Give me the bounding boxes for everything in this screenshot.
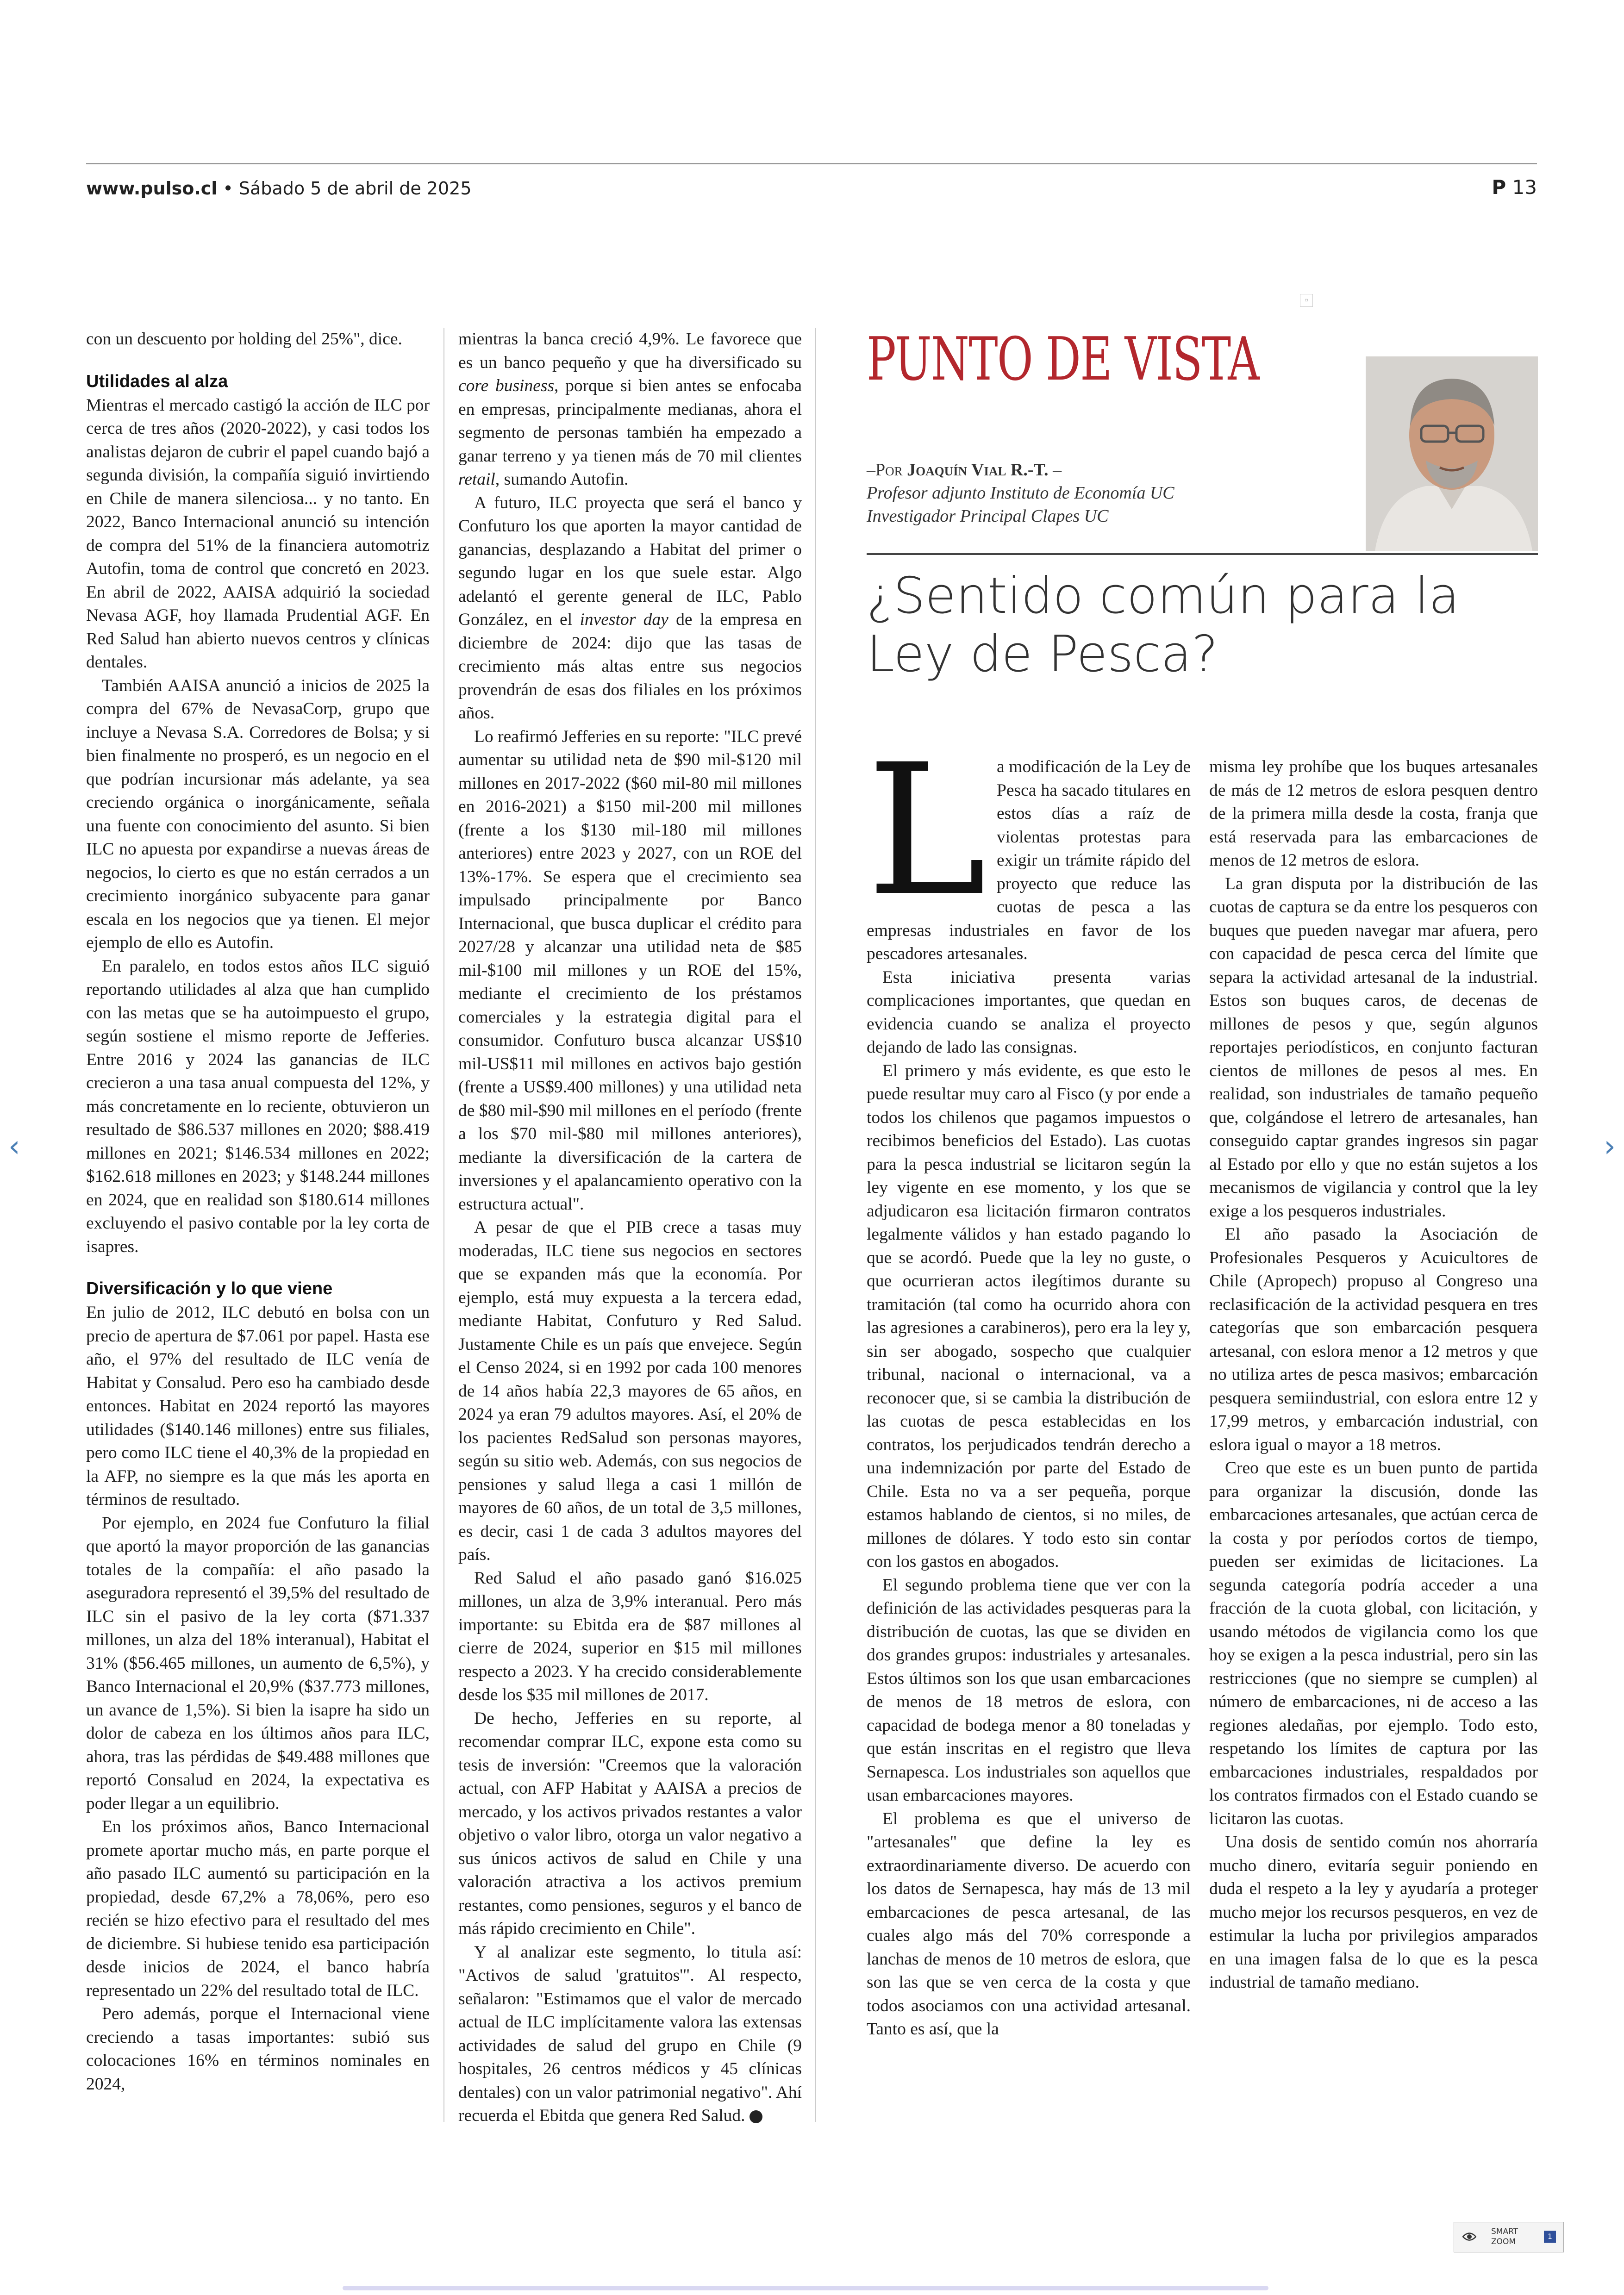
author-name: Joaquín Vial R.-T. [907, 460, 1049, 480]
article-column-1 [86, 328, 430, 2096]
section-heading: Diversificación y lo que viene [86, 1279, 333, 1298]
opinion-column-2 [1209, 755, 1538, 1995]
clip-icon[interactable]: ▫ [1300, 294, 1313, 307]
paragraph: con un descuento por holding del 25%", dice. [86, 330, 402, 349]
paragraph: El problema es que el universo de "artesanales" que define la ley es extraordinariamente diverso. De acuerdo con los datos de Sernapesca, hay más de 13 mil embarcaciones de pesca artesanal, de las cuales algo más del 70% corresponde a lanchas de menos de 10 metros de eslora, que son las que se ven cerca de la costa y que todos asociamos con una actividad artesanal. Tanto es así, que la [867, 1809, 1191, 2039]
column-divider [443, 328, 444, 2122]
paragraph: A futuro, ILC proyecta que será el banco y Confuturo los que aporten la mayor cantidad de ganancias, desplazando a Habitat del primer o segundo lugar en los que suele estar. Algo adelantó el gerente general de ILC, Pablo González, en el investor day de la empresa en diciembre de 2024: dijo que las tasas de crecimiento más altas entre sus negocios provendrán de esas dos filiales en los próximos años. [458, 493, 802, 723]
paragraph: El año pasado la Asociación de Profesionales Pesqueros y Acuicultores de Chile (Apropech) propuso al Congreso una reclasificación de la actividad pesquera en tres categorías que son embarcación pesquera artesanal, con eslora menor a 12 metros y que no utiliza artes de pesca masivos; embarcación pesquera semiindustrial, con eslora entre 12 y 17,99 metros, y embarcación industrial, con eslora igual o mayor a 18 metros. [1209, 1225, 1538, 1454]
prev-page-arrow-icon[interactable]: ‹ [8, 1129, 20, 1164]
smart-zoom-button[interactable]: SMART ZOOM 1 [1454, 2222, 1564, 2252]
portrait-icon [1366, 356, 1538, 551]
paragraph: En los próximos años, Banco Internacional promete aportar mucho más, en parte porque el año pasado ILC aumentó su participación en la propiedad, desde 67,2% a 78,06%, pero eso recién se hizo efectivo para el resultado del mes de diciembre. Si hubiese tenido esa participación desde inicios de 2024, el banco habría representado un 22% del resultado total de ILC. [86, 1817, 430, 2000]
paragraph: mientras la banca creció 4,9%. Le favorece que es un banco pequeño y que ha diversificado su core business, porque si bien antes se enfocaba en empresas, principalmente medianas, ahora el segmento de personas también ha empezado a ganar terreno y ya tienen más de 70 mil clientes retail, sumando Autofin. [458, 330, 802, 489]
site-url[interactable]: www.pulso.cl [86, 178, 218, 199]
paragraph: misma ley prohíbe que los buques artesanales de más de 12 metros de eslora pesquen dentro de la primera milla desde la costa, franja que está reservada para las embarcaciones de menos de 12 metros de eslora. [1209, 757, 1538, 870]
paragraph: La modificación de la Ley de Pesca ha sacado titulares en estos días a raíz de violentas protestas para exigir un trámite rápido del proyecto que reduce las cuotas de pesca a las empresas industriales en favor de los pescadores artesanales. [867, 725, 1191, 963]
paragraph: Una dosis de sentido común nos ahorraría mucho dinero, evitaría seguir poniendo en duda el respeto a la ley y ayudaría a proteger mucho mejor los recursos pesqueros, en vez de estimular la lucha por privilegios amparados en una imagen falsa de lo que es la pesca industrial de tamaño mediano. [1209, 1833, 1538, 1992]
opinion-headline: ¿Sentido común para la Ley de Pesca? [867, 567, 1460, 683]
paragraph: En paralelo, en todos estos años ILC siguió reportando utilidades al alza que han cumplido con las metas que se ha autoimpuesto el grupo, según sostiene el mismo reporte de Jefferies. Entre 2016 y 2024 las ganancias de ILC crecieron a una tasa anual compuesta del 12%, y más concretamente en lo reciente, obtuvieron un resultado de $86.537 millones en 2020; $88.419 millones en 2021; $146.534 millones en 2022; $162.618 millones en 2023; y $148.244 millones en 2024, que en realidad son $180.614 millones excluyendo el pasivo contable por la ley corta de isapres. [86, 956, 430, 1256]
end-mark-icon: P [750, 2110, 762, 2123]
column-divider [815, 328, 816, 2122]
section-title: PUNTO DE VISTA [867, 325, 1259, 394]
article-column-2 [458, 328, 802, 2128]
eye-icon [1462, 2232, 1476, 2242]
header-rule [86, 163, 1537, 164]
paragraph: Esta iniciativa presenta varias complicaciones importantes, que quedan en evidencia cuando se analiza el proyecto dejando de lado las consignas. [867, 967, 1191, 1057]
header-site-date [86, 178, 472, 199]
paragraph: A pesar de que el PIB crece a tasas muy moderadas, ILC tiene sus negocios en sectores que se expanden más que la economía. Por ejemplo, está muy expuesta a la tercera edad, mediante Habitat, Confuturo y Red Salud. Justamente Chile es un país que envejece. Según el Censo 2024, si en 1992 por cada 100 menores de 14 años había 22,3 mayores de 65 años, en 2024 ya eran 79 adultos mayores. Así, el 20% de los pacientes RedSalud son personas mayores, según su sitio web. Además, con sus negocios de pensiones y salud llega a casi 1 millón de mayores de 60 años, de un total de 3,5 millones, es decir, casi 1 de cada 3 adultos mayores del país. [458, 1218, 802, 1564]
drop-cap: L [867, 725, 987, 935]
author-photo [1366, 356, 1538, 551]
paragraph: De hecho, Jefferies en su reporte, al recomendar comprar ILC, expone esta como su tesis de inversión: "Creemos que la valoración actual, con AFP Habitat y AAISA a precios de mercado, y los activos privados restantes a valor objetivo o valor libro, otorga un valor negativo a sus únicos activos de salud en Chile y una valoración atractiva a los activos premium restantes, como pensiones, seguros y el banco de más rápido crecimiento en Chile". [458, 1709, 802, 1938]
paragraph: Pero además, porque el Internacional viene creciendo a tasas importantes: subió sus colocaciones 16% en términos nominales en 2024, [86, 2004, 430, 2094]
byline: –Por Joaquín Vial R.-T. – Profesor adjunto Instituto de Economía UC Investigador Principal Clapes UC [867, 458, 1174, 528]
paragraph: Por ejemplo, en 2024 fue Confuturo la filial que aportó la mayor proporción de las ganancias totales de la compañía: el año pasado la aseguradora representó el 39,5% del resultado de ILC sin el pasivo de la ley corta ($71.337 millones, un alza del 18% interanual), Habitat el 31% ($56.465 millones, un aumento de 6,5%), y Banco Internacional el 20,9% ($37.773 millones, un avance de 1,5%). Si bien la isapre ha sido un dolor de cabeza en los últimos años para ILC, ahora, tras las pérdidas de $49.488 millones que reportó Consalud en 2024, la expectativa es poder llegar a un equilibrio. [86, 1513, 430, 1813]
paragraph: Y al analizar este segmento, lo titula así: "Activos de salud 'gratuitos'". Al respecto, señalaron: "Estimamos que el valor de mercado actual de ILC implícitamente valora las extensas actividades de salud del grupo en Chile (9 hospitales, 26 centros médicos y 45 clínicas dentales) con un valor patrimonial negativo". Ahí recuerda el Ebitda que genera Red Salud. P [458, 1942, 802, 2125]
zoom-level-badge: 1 [1544, 2231, 1556, 2243]
paragraph: También AAISA anunció a inicios de 2025 la compra del 67% de NevasaCorp, grupo que incluye a Nevasa S.A. Corredores de Bolsa; y si bien finalmente no prosperó, es un negocio en el que podrían incursionar más adelante, ya sea creciendo orgánica o inorgánicamente, señala una fuente con conocimiento del asunto. Si bien ILC no apuesta por expandirse a nuevas áreas de negocios, lo cierto es que no están cerrados a un crecimiento inorgánico subyacente para ganar escala en los negocios que ya tienen. El mejor ejemplo de ello es Autofin. [86, 676, 430, 952]
next-page-arrow-icon[interactable]: › [1604, 1129, 1616, 1164]
paragraph: La gran disputa por la distribución de las cuotas de captura se da entre los pesqueros con buques que pueden navegar mar afuera, pero con capacidad de pesca cerca del límite que separa la actividad artesanal de la industrial. Estos son buques caros, de decenas de millones de pesos y que, según algunos reportajes periodísticos, en conjunto facturan cientos de millones de pesos al mes. En realidad, son industriales de tamaño pequeño que, colgándose el letrero de artesanales, han conseguido captar grandes ingresos sin pagar al Estado por ello y que no están sujetos a los mecanismos de vigilancia y control que la ley exige a los pesqueros industriales. [1209, 874, 1538, 1221]
horizontal-scrollbar[interactable] [343, 2286, 1268, 2290]
opinion-column-1 [867, 725, 1191, 2041]
author-role: Profesor adjunto Instituto de Economía UC [867, 483, 1174, 503]
section-heading: Utilidades al alza [86, 371, 228, 391]
issue-date: • Sábado 5 de abril de 2025 [223, 178, 472, 199]
author-role: Investigador Principal Clapes UC [867, 506, 1109, 526]
paragraph: El segundo problema tiene que ver con la definición de las actividades pesqueras para la distribución de cuotas, las que se dividen en dos grandes grupos: industriales y artesanales. Estos últimos son los que usan embarcaciones de menos de 18 metros de eslora, con capacidad de bodega menor a 80 toneladas y que están inscritas en el registro que lleva Sernapesca. Los industriales son aquellos que usan embarcaciones mayores. [867, 1575, 1191, 1805]
paragraph: El primero y más evidente, es que esto le puede resultar muy caro al Fisco (y por ende a todos los chilenos que pagamos impuestos o recibimos beneficios del Estado). Las cuotas para la pesca industrial se licitaron según la ley vigente en ese momento, y los que se adjudicaron esa licitación firmaron contratos legalmente válidos y han estado pagando lo que se acordó. Puede que la ley no guste, o que ocurrieran actos ilegítimos durante su tramitación (tal como ha ocurrido ahora con las agresiones a carabineros), pero era la ley y, sin ser abogado, sospecho que cualquier tribunal, nacional o internacional, va a reconocer que, si se cambia la distribución de las cuotas de pesca establecidas en los contratos, los perjudicados tendrán derecho a una indemnización por parte del Estado de Chile. Esta no va a ser pequeña, porque estamos hablando de cientos, si no miles, de millones de dólares. Y todo esto sin contar con los gastos en abogados. [867, 1061, 1191, 1571]
paragraph: Mientras el mercado castigó la acción de ILC por cerca de tres años (2020-2022), y casi todos los analistas dejaron de cubrir el papel cuando bajó a segunda división, la compañía siguió invirtiendo en Chile de manera silenciosa... y no tanto. En 2022, Banco Internacional anunció su intención de compra del 51% de la financiera automotriz Autofin, toma de control que concretó en 2023. En abril de 2022, AAISA adquirió la sociedad Nevasa AGF, hoy llamada Prudential AGF. En Red Salud han abierto nuevos centros y clínicas dentales. [86, 395, 430, 672]
paragraph: Creo que este es un buen punto de partida para organizar la discusión, donde las embarcaciones artesanales, que actúan cerca de la costa y por períodos cortos de tiempo, pueden ser eximidas de licitaciones. La segunda categoría podría acceder a una fracción de la cuota global, con licitación, y usando métodos de vigilancia como los que hoy se exigen a la pesca industrial, pero sin las restricciones (que no siempre se cumplen) al número de embarcaciones, ni de acceso a las regiones aledañas, por ejemplo. Todo esto, respetando los límites de captura por las embarcaciones industriales, respaldados por los contratos firmados con el Estado cuando se licitaron las cuotas. [1209, 1459, 1538, 1828]
paragraph: En julio de 2012, ILC debutó en bolsa con un precio de apertura de $7.061 por papel. Hasta ese año, el 97% del resultado de ILC venía de Habitat y Consalud. Pero eso ha cambiado desde entonces. Habitat en 2024 reportó las mayores utilidades ($140.146 millones) entre sus filiales, pero como ILC tiene el 40,3% de la propiedad en la AFP, no siempre es la que más les aporta en términos de resultado. [86, 1303, 430, 1509]
opinion-rule [867, 553, 1538, 555]
paragraph: Lo reafirmó Jefferies en su reporte: "ILC prevé aumentar su utilidad neta de $90 mil-$120 mil millones en 2017-2022 ($60 mil-80 mil millones en 2016-2021) a $150 mil-200 mil millones (frente a los $130 mil-180 mil millones anteriores) entre 2023 y 2027, con un ROE del 13%-17%. Se espera que el crecimiento sea impulsado principalmente por Banco Internacional, que busca duplicar el crédito para 2027/28 y alcanzar una utilidad neta de $85 mil-$100 mil millones y un ROE del 15%, mediante el crecimiento de los préstamos comerciales y la estrategia digital para el consumidor. Confuturo busca alcanzar US$10 mil-US$11 mil millones en activos bajo gestión (frente a US$9.400 millones) y una utilidad neta de $80 mil-$90 mil millones en el período (frente a los $70 mil-$80 mil millones anteriores), mediante la diversificación de la cartera de inversiones y el apalancamiento operativo con la estructura actual". [458, 727, 802, 1214]
paragraph: Red Salud el año pasado ganó $16.025 millones, un alza de 3,9% interanual. Pero más importante: su Ebitda era de $87 millones al cierre de 2024, superior en $15 mil millones respecto a 2023. Y ha crecido considerablemente desde los $35 mil millones de 2017. [458, 1568, 802, 1704]
page-number: P 13 [1492, 176, 1537, 199]
